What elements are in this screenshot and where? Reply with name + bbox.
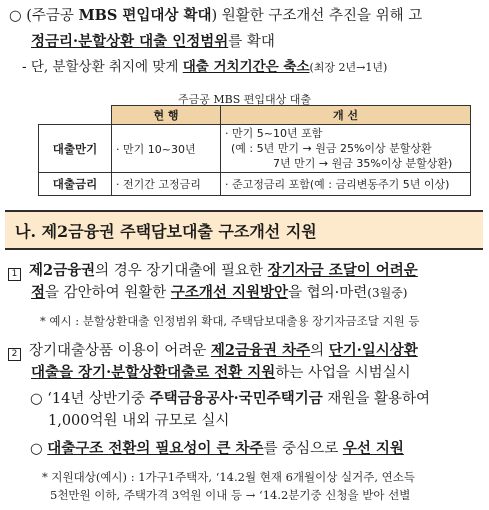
item2-bold2: 단기·일시상환: [328, 342, 418, 359]
table-row: [39, 125, 471, 173]
number-box-icon: 2: [8, 348, 21, 361]
intro-line1: 원활한 구조개선 추진을 위해 고: [217, 8, 423, 24]
circle-bullet-icon: ○: [9, 8, 22, 24]
grace-small: (최장 2년→1년): [309, 61, 388, 74]
table-header-row: [39, 106, 471, 125]
note-line: 5천만원 이하, 주택가격 3억원 이내 등 → ‘14.2분기중 신청을 받아 선별: [50, 488, 411, 502]
row-label-rate: 대출금리: [39, 173, 112, 196]
item1-text3-small: (3월중): [367, 286, 408, 300]
item1-bold1: 제2금융권: [29, 262, 96, 279]
item2-bold1: 제2금융권 차주: [210, 342, 311, 359]
circle-bullet-icon: ○: [30, 441, 43, 457]
mbs-paren-title: MBS 편입대상 확대: [78, 7, 212, 24]
sub1-text-c: 재원을 활용하여: [322, 391, 431, 407]
grace-bold: 대출 거치기간은 축소: [182, 59, 310, 75]
improved-line: · 만기 5~10년 포함: [225, 127, 323, 140]
item1-bold2: 장기자금 조달이 어려운: [267, 262, 418, 279]
cell-current-maturity: · 만기 10~30년: [112, 125, 221, 173]
mbs-table: [38, 105, 471, 196]
row-label-maturity: 대출만기: [39, 125, 112, 173]
mbs-paren-open: (주금공: [26, 8, 79, 24]
section-title: 나. 제2금융권 주택담보대출 구조개선 지원: [15, 221, 317, 241]
circle-bullet-icon: ○: [30, 391, 43, 407]
number-box-icon: 1: [8, 268, 21, 281]
sub2-bold2: 우선 지원: [342, 440, 404, 457]
intro-line2-bold: 정금리·분할상환 대출 인정범위: [31, 33, 229, 50]
header-improved: 개 선: [221, 106, 471, 125]
grace-period-paragraph: [22, 55, 387, 75]
cell-current-rate: · 전기간 고정금리: [112, 173, 221, 196]
item1-text3: 을 협의·마련: [288, 285, 368, 301]
cell-improved-rate: · 준고정금리 포함(예 : 금리변동주기 5년 이상): [221, 173, 471, 196]
intro-line2-rest: 를 확대: [228, 34, 275, 50]
improved-line: 7년 만기 → 원금 35%이상 분할상환): [273, 157, 453, 170]
sub1-text-a: ‘14년 상반기중: [47, 391, 150, 407]
item2-sub2: [30, 436, 404, 462]
sub2-text: 를 중심으로: [263, 441, 343, 457]
dash-bullet: -: [22, 59, 27, 75]
section-header: [5, 210, 483, 250]
item1-line2: [31, 280, 407, 306]
item2-sub1-line2: 1,000억원 내외 규모로 실시: [48, 413, 230, 429]
sub2-bold1: 대출구조 전환의 필요성이 큰 차주: [47, 440, 264, 457]
improved-line: (예 : 5년 만기 → 원금 25%이상 분할상환: [231, 142, 432, 155]
table-caption: 주금공 MBS 편입대상 대출: [177, 93, 311, 106]
table-row: [39, 173, 471, 196]
item1-bold3: 구조개선 지원방안: [170, 284, 289, 301]
item2-text1: 장기대출상품 이용이 어려운: [29, 343, 211, 359]
item2-note: [42, 468, 415, 504]
item2-text3: 하는 사업을 시범실시: [275, 365, 411, 381]
sub1-bold: 주택금융공사·국민주택기금: [149, 390, 323, 407]
item1-line2-bold: 점: [31, 284, 46, 301]
item2-text2: 의: [310, 343, 329, 359]
item2-line2-bold: 대출을 장기·분할상환대출로 전환 지원: [31, 364, 276, 381]
cell-improved-maturity: [221, 125, 471, 173]
item1-note: * 예시 : 분할상환대출 인정범위 확대, 주택담보대출용 장기자금조달 지원 등: [40, 314, 420, 328]
header-current: 현 행: [112, 106, 221, 125]
item1-text2: 을 감안하여 원활한: [45, 285, 171, 301]
table-corner: [39, 106, 112, 125]
intro-paragraph: [9, 3, 422, 55]
note-line: * 지원대상(예시) : 1가구1주택자, ‘14.2월 현재 6개월이상 실거주, 연소득: [42, 470, 415, 484]
grace-text: 단, 분할상환 취지에 맞게: [26, 59, 183, 75]
mbs-paren-close: ): [211, 8, 218, 24]
item2-line2: [31, 360, 411, 386]
item1-text1: 의 경우 장기대출에 필요한: [95, 263, 268, 279]
